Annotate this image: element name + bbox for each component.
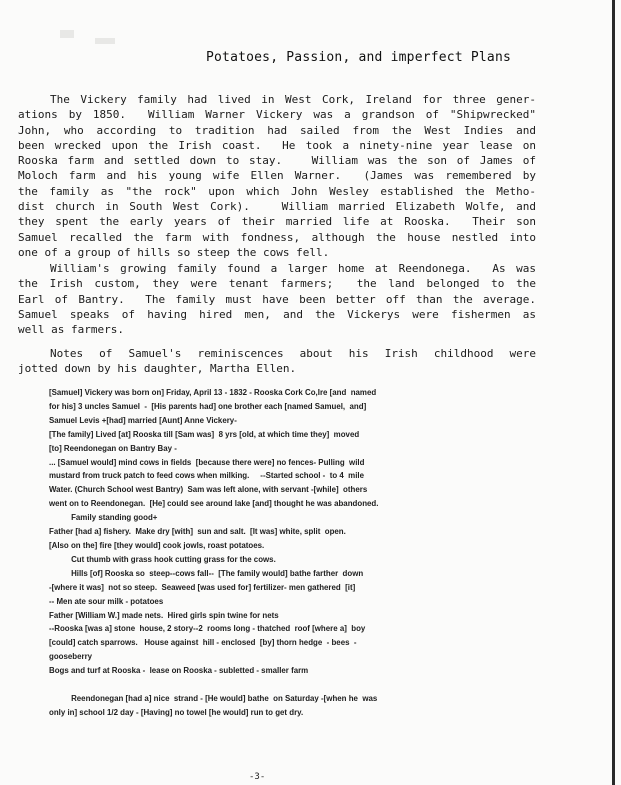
note-line: [Samuel] Vickery was born on] Friday, April 13 - 1832 - Rooska Cork Co,Ire [and named (49, 387, 377, 397)
scan-edge (612, 0, 615, 785)
text-line: Samuel speaks of having hired men, and the Vickerys were fishermen as (18, 307, 536, 321)
note-line: ... [Samuel would] mind cows in fields [because there were] no fences- Pulling wild (49, 456, 365, 467)
text-line: William's growing family found a larger home at Reendonega. As was (50, 262, 536, 275)
note-line: mustard from truck patch to feed cows when milking. --Started school - to 4 mile (49, 470, 364, 481)
note-line: -- Men ate sour milk - potatoes (49, 595, 164, 606)
note-line: Hills [of] Rooska so steep--cows fall-- [The family would] bathe farther down (71, 567, 364, 578)
note-line: [Also on the] fire [they would] cook jowls, roast potatoes. (49, 539, 265, 550)
text-line: John, who according to tradition had sailed from the West Indies and (18, 123, 536, 137)
note-line: gooseberry (49, 651, 93, 662)
scan-smudge (95, 38, 115, 44)
text-line: ations by 1850. William Warner Vickery was a grandson of "Shipwrecked" (18, 108, 536, 122)
note-line: Reendonegan [had a] nice strand - [He would] bathe on Saturday -[when he was (71, 692, 378, 703)
note-line: --Rooska [was a] stone house, 2 story--2 rooms long - thatched roof [where a] boy (49, 623, 366, 634)
text-line: Rooska farm and settled down to stay. William was the son of James of (18, 154, 536, 168)
paragraph-3 (18, 346, 536, 377)
text-line: one of a group of hills so steep the cows fell. (18, 245, 330, 259)
page-number: -3- (249, 772, 266, 782)
text-line: the family as "the rock" upon which John Wesley established the Metho- (18, 184, 536, 198)
handwritten-notes-transcript (49, 386, 443, 720)
note-line: Cut thumb with grass hook cutting grass for the cows. (71, 553, 276, 564)
note-line: Water. (Church School west Bantry) Sam was left alone, with servant -[while] others (49, 484, 368, 495)
text-line: been wrecked upon the Irish coast. He took a ninety-nine year lease on (18, 138, 536, 152)
text-line: Notes of Samuel's reminiscences about his Irish childhood were (50, 347, 536, 360)
text-line: well as farmers. (18, 323, 124, 337)
text-line: the Irish custom, they were tenant farmers; the land belonged to the (18, 277, 536, 291)
note-line (49, 678, 443, 692)
page-title: Potatoes, Passion, and imperfect Plans (206, 50, 512, 65)
note-line: [The family] Lived [at] Rooska till [Sam was] 8 yrs [old, at which time they] moved (49, 428, 360, 439)
text-line: Samuel recalled the farm with fondness, although the house nestled into (18, 230, 536, 244)
text-line: dist church in South West Cork). William married Elizabeth Wolfe, and (18, 200, 536, 214)
note-line: for his] 3 uncles Samuel - [His parents had] one brother each [named Samuel, and] (49, 400, 367, 411)
paragraph-2 (18, 261, 536, 337)
scan-smudge (60, 30, 74, 38)
text-line: jotted down by his daughter, Martha Ellen. (18, 362, 297, 376)
note-line: Samuel Levis +[had] married [Aunt] Anne Vickery- (49, 414, 237, 425)
note-line: [could] catch sparrows. House against hill - enclosed [by] thorn hedge - bees - (49, 637, 357, 648)
note-line: Family standing good+ (71, 512, 158, 523)
text-line: they spent the early years of their married life at Rooska. Their son (18, 215, 536, 229)
note-line: Father [had a] fishery. Make dry [with] sun and salt. [It was] white, split open. (49, 526, 346, 537)
paragraph-1 (18, 92, 536, 260)
note-line: -[where it was] not so steep. Seaweed [was used for] fertilizer- men gathered [it] (49, 581, 356, 592)
note-line: only in] school 1/2 day - [Having] no towel [he would] run to get dry. (49, 706, 304, 717)
text-line: Earl of Bantry. The family must have been better off than the average. (18, 292, 536, 306)
note-line: [to] Reendonegan on Bantry Bay - (49, 442, 177, 453)
text-line: Moloch farm and his young wife Ellen Warner. (James was remembered by (18, 169, 536, 183)
note-line: went on to Reendonegan. [He] could see around lake [and] thought he was abandoned. (49, 498, 379, 509)
note-line: Father [William W.] made nets. Hired girls spin twine for nets (49, 609, 279, 620)
text-line: The Vickery family had lived in West Cork, Ireland for three gener- (50, 93, 536, 106)
note-line: Bogs and turf at Rooska - lease on Rooska - subletted - smaller farm (49, 665, 309, 676)
